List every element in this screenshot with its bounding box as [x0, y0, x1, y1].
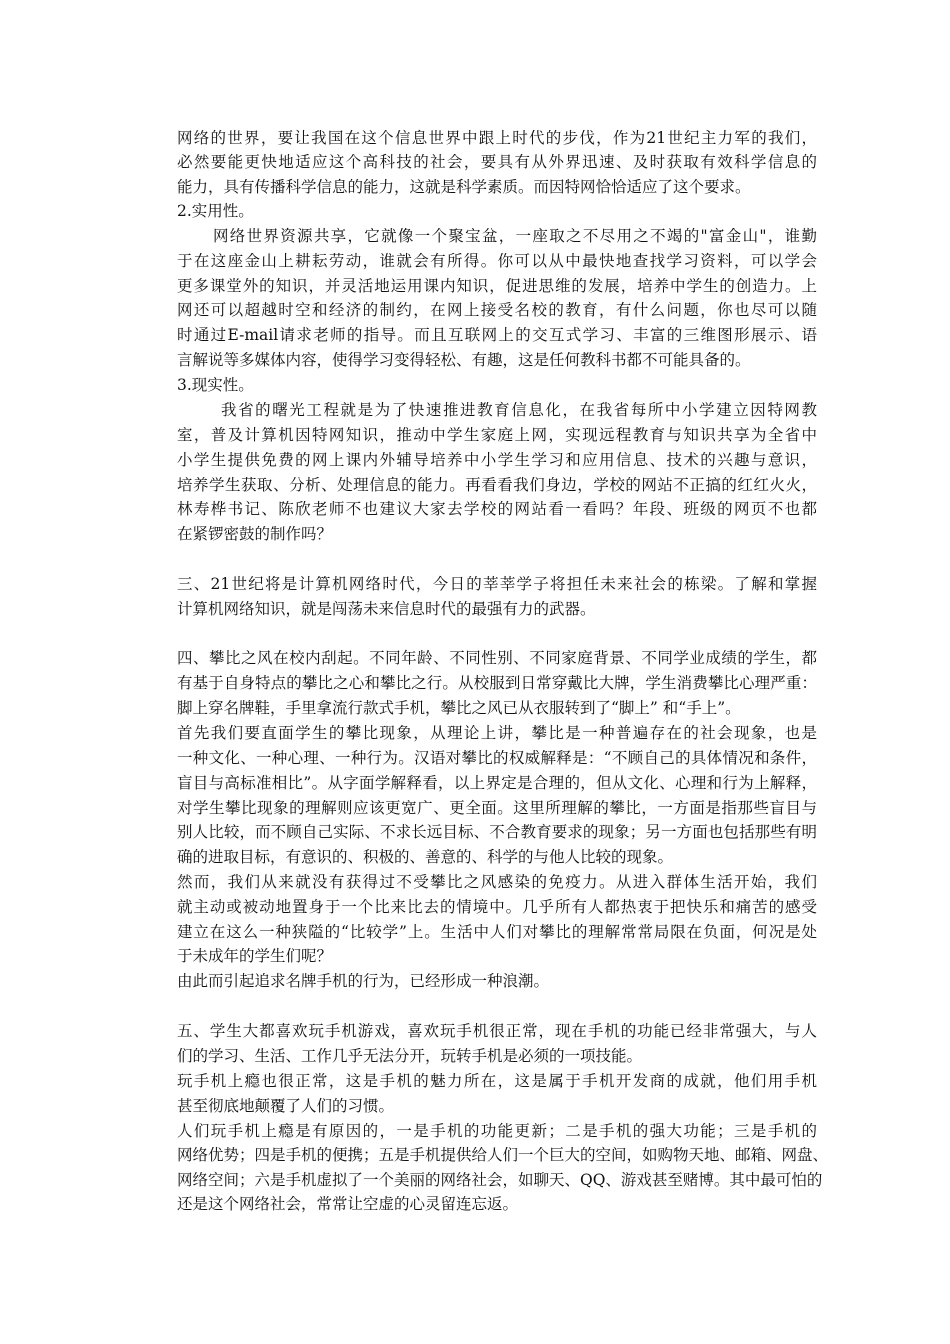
blank-line — [177, 622, 817, 646]
text-line: 于在这座金山上耕耘劳动，谁就会有所得。你可以从中最快地查找学习资料，可以学会 — [177, 252, 817, 270]
text-line: 由此而引起追求名牌手机的行为，已经形成一种浪潮。 — [177, 972, 550, 990]
text-line: 人们玩手机上瘾是有原因的，一是手机的功能更新；二是手机的强大功能；三是手机的 — [177, 1122, 817, 1140]
text-line: 网络空间；六是手机虚拟了一个美丽的网络社会，如聊天、QQ、游戏甚至赌博。其中最可怕的 — [177, 1171, 823, 1189]
text-line: 对学生攀比现象的理解则应该更宽广、更全面。这里所理解的攀比，一方面是指那些盲目与 — [177, 799, 817, 817]
text-line: 们的学习、生活、工作几乎无法分开，玩转手机是必须的一项技能。 — [177, 1047, 643, 1065]
text-line: 四、攀比之风在校内刮起。不同年龄、不同性别、不同家庭背景、不同学业成绩的学生，都 — [177, 649, 817, 667]
text-line: 就主动或被动地置身于一个比来比去的情境中。几乎所有人都热衷于把快乐和痛苦的感受 — [177, 898, 817, 916]
text-line: 网络的世界，要让我国在这个信息世界中跟上时代的步伐，作为21世纪主力军的我们， — [177, 129, 817, 147]
text-line: 计算机网络知识，就是闯荡未来信息时代的最强有力的武器。 — [177, 600, 596, 618]
text-line: 盲目与高标准相比”。从字面学解释看，以上界定是合理的，但从文化、心理和行为上解释， — [177, 774, 817, 792]
text-line: 一种文化、一种心理、一种行为。汉语对攀比的权威解释是：“不顾自己的具体情况和条件， — [177, 749, 817, 767]
text-line: 2.实用性。 — [177, 202, 254, 220]
blank-line — [177, 994, 817, 1018]
text-line: 我省的曙光工程就是为了快速推进教育信息化，在我省每所中小学建立因特网教 — [221, 401, 817, 419]
text-line: 林寿桦书记、陈欣老师不也建议大家去学校的网站看一看吗？年段、班级的网页不也都 — [177, 500, 817, 518]
text-line: 必然要能更快地适应这个高科技的社会，要具有从外界迅速、及时获取有效科学信息的 — [177, 153, 817, 171]
text-line: 确的进取目标，有意识的、积极的、善意的、科学的与他人比较的现象。 — [177, 848, 674, 866]
text-line: 网络优势；四是手机的便携；五是手机提供给人们一个巨大的空间，如购物天地、邮箱、网盘、 — [177, 1146, 829, 1164]
text-line: 时通过E-mail请求老师的指导。而且互联网上的交互式学习、丰富的三维图形展示、语 — [177, 326, 817, 344]
text-line: 然而，我们从来就没有获得过不受攀比之风感染的免疫力。从进入群体生活开始，我们 — [177, 873, 817, 891]
text-line: 更多课堂外的知识，并灵活地运用课内知识，促进思维的发展，培养中学生的创造力。上 — [177, 277, 817, 295]
text-line: 甚至彻底地颠覆了人们的习惯。 — [177, 1097, 395, 1115]
text-line: 还是这个网络社会，常常让空虚的心灵留连忘返。 — [177, 1195, 519, 1213]
text-line: 网还可以超越时空和经济的制约，在网上接受名校的教育，有什么问题，你也尽可以随 — [177, 301, 817, 319]
text-line: 于未成年的学生们呢？ — [177, 947, 333, 965]
text-line: 言解说等多媒体内容，使得学习变得轻松、有趣，这是任何教科书都不可能具备的。 — [177, 351, 751, 369]
text-line: 首先我们要直面学生的攀比现象，从理论上讲，攀比是一种普遍存在的社会现象，也是 — [177, 724, 817, 742]
text-line: 玩手机上瘾也很正常，这是手机的魅力所在，这是属于手机开发商的成就，他们用手机 — [177, 1072, 817, 1090]
text-line: 在紧锣密鼓的制作吗？ — [177, 525, 333, 543]
text-line: 3.现实性。 — [177, 376, 254, 394]
text-line: 建立在这么一种狭隘的“比较学”上。生活中人们对攀比的理解常常局限在负面，何况是处 — [177, 923, 817, 941]
blank-line — [177, 547, 817, 571]
text-line: 能力，具有传播科学信息的能力，这就是科学素质。而因特网恰恰适应了这个要求。 — [177, 178, 751, 196]
text-line: 小学生提供免费的网上课内外辅导培养中小学生学习和应用信息、技术的兴趣与意识， — [177, 451, 817, 469]
text-line: 三、21世纪将是计算机网络时代，今日的莘莘学子将担任未来社会的栋梁。了解和掌握 — [177, 575, 817, 593]
text-line: 网络世界资源共享，它就像一个聚宝盆，一座取之不尽用之不竭的"富金山"，谁勤 — [213, 227, 817, 245]
text-line: 脚上穿名牌鞋，手里拿流行款式手机，攀比之风已从衣服转到了“脚上” 和“手上”。 — [177, 699, 741, 717]
text-line: 五、学生大都喜欢玩手机游戏，喜欢玩手机很正常，现在手机的功能已经非常强大，与人 — [177, 1022, 817, 1040]
text-line: 室，普及计算机因特网知识，推动中学生家庭上网，实现远程教育与知识共享为全省中 — [177, 426, 817, 444]
text-line: 别人比较，而不顾自己实际、不求长远目标、不合教育要求的现象；另一方面也包括那些有明 — [177, 823, 817, 841]
text-line: 培养学生获取、分析、处理信息的能力。再看看我们身边，学校的网站不正搞的红红火火， — [177, 476, 817, 494]
text-line: 有基于自身特点的攀比之心和攀比之行。从校服到日常穿戴比大牌，学生消费攀比心理严重： — [177, 674, 817, 692]
